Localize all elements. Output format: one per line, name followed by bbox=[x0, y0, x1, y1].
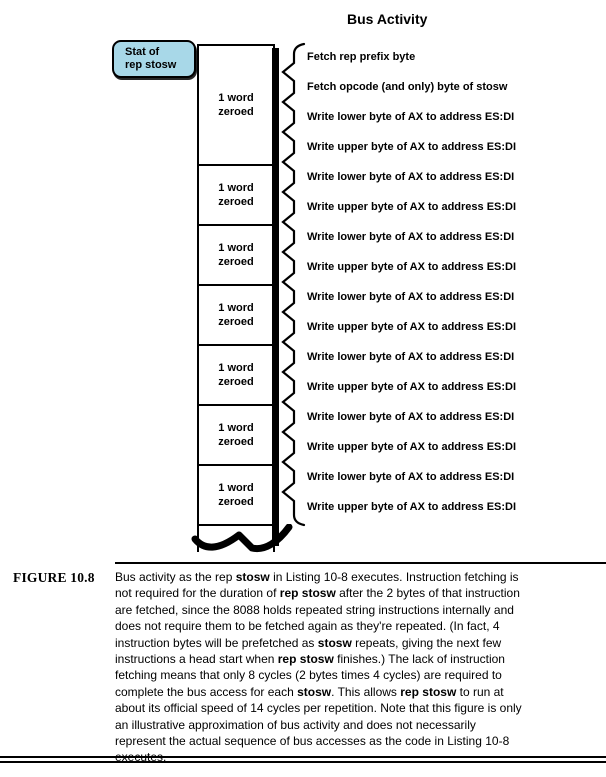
bus-access-label: Write upper byte of AX to address ES:DI bbox=[307, 201, 517, 213]
caption-segment: rep stosw bbox=[279, 586, 336, 601]
word-box-label: 1 word zeroed bbox=[218, 362, 254, 388]
page-bottom-rule bbox=[0, 756, 606, 763]
bus-access-label: Write lower byte of AX to address ES:DI bbox=[307, 111, 515, 123]
word-box-label: 1 word zeroed bbox=[218, 182, 254, 208]
word-box bbox=[197, 284, 275, 346]
bus-access-label: Fetch rep prefix byte bbox=[307, 51, 416, 63]
word-box-label: 1 word zeroed bbox=[218, 242, 254, 268]
start-badge-line1: Stat of bbox=[125, 46, 160, 58]
caption-segment: rep stosw bbox=[277, 652, 334, 667]
bus-access-label: Write upper byte of AX to address ES:DI bbox=[307, 381, 517, 393]
start-of-rep-stosw-badge bbox=[112, 40, 196, 78]
bus-access-label: Write upper byte of AX to address ES:DI bbox=[307, 141, 517, 153]
bus-access-label: Write upper byte of AX to address ES:DI bbox=[307, 321, 517, 333]
word-box bbox=[197, 404, 275, 466]
caption-segment: in Listing 10-8 executes. Instruction fetching is not required for the duration of bbox=[115, 570, 519, 601]
caption-segment: after the 2 bytes of that instruction are fetched, since the 8088 holds repeated string instructions internally and does not require them to be fetched again as they're repeated. (In fact, 4 instruction bytes will be prefetched as bbox=[115, 586, 520, 650]
figure-caption-text bbox=[115, 569, 529, 766]
bus-access-label: Write lower byte of AX to address ES:DI bbox=[307, 171, 515, 183]
bus-access-label: Write lower byte of AX to address ES:DI bbox=[307, 411, 515, 423]
word-box-label: 1 word zeroed bbox=[218, 302, 254, 328]
word-box-label: 1 word zeroed bbox=[218, 482, 254, 508]
caption-segment: repeats, giving the next few instructions a head start when bbox=[115, 635, 502, 667]
figure-number-label: FIGURE 10.8 bbox=[13, 570, 95, 585]
caption-segment: Bus activity as the rep bbox=[115, 570, 236, 584]
word-box bbox=[197, 224, 275, 286]
column-drop-shadow bbox=[272, 48, 279, 546]
word-box bbox=[197, 344, 275, 406]
bus-access-label: Write lower byte of AX to address ES:DI bbox=[307, 351, 515, 363]
word-box bbox=[197, 464, 275, 526]
memory-column bbox=[197, 44, 275, 559]
bus-access-label: Write lower byte of AX to address ES:DI bbox=[307, 231, 515, 243]
brace-icon bbox=[280, 38, 310, 533]
bus-access-label: Write upper byte of AX to address ES:DI bbox=[307, 441, 517, 453]
caption-segment: finishes.) The lack of instruction fetching means that only 8 cycles (2 bytes times 4 cycles) are required to complete the bus access for each bbox=[115, 652, 505, 699]
bus-access-label: Fetch opcode (and only) byte of stosw bbox=[307, 81, 508, 93]
caption-segment: stosw bbox=[235, 570, 270, 584]
word-box-label: 1 word zeroed bbox=[218, 92, 254, 118]
bus-access-label: Write upper byte of AX to address ES:DI bbox=[307, 261, 517, 273]
start-badge-line2: rep stosw bbox=[125, 59, 177, 71]
caption-top-rule bbox=[115, 562, 606, 564]
diagram-title: Bus Activity bbox=[347, 11, 428, 27]
word-box-label: 1 word zeroed bbox=[218, 422, 254, 448]
caption-segment: rep stosw bbox=[400, 684, 457, 699]
bus-access-label: Write lower byte of AX to address ES:DI bbox=[307, 291, 515, 303]
bus-access-label: Write upper byte of AX to address ES:DI bbox=[307, 501, 517, 513]
caption-segment: to run at about its official speed of 14 cycles per repetition. Note that this figure is only an illustrative approximation of bus activity and does not necessarily represent the actual sequence of bus accesses as the code in Listing 10-8 executes. bbox=[115, 684, 522, 765]
caption-segment: . This allows bbox=[331, 684, 401, 699]
bus-access-label: Write lower byte of AX to address ES:DI bbox=[307, 471, 515, 483]
word-box bbox=[197, 164, 275, 226]
word-box bbox=[197, 44, 275, 166]
caption-segment: stosw bbox=[317, 635, 352, 650]
caption-segment: stosw bbox=[297, 684, 332, 699]
